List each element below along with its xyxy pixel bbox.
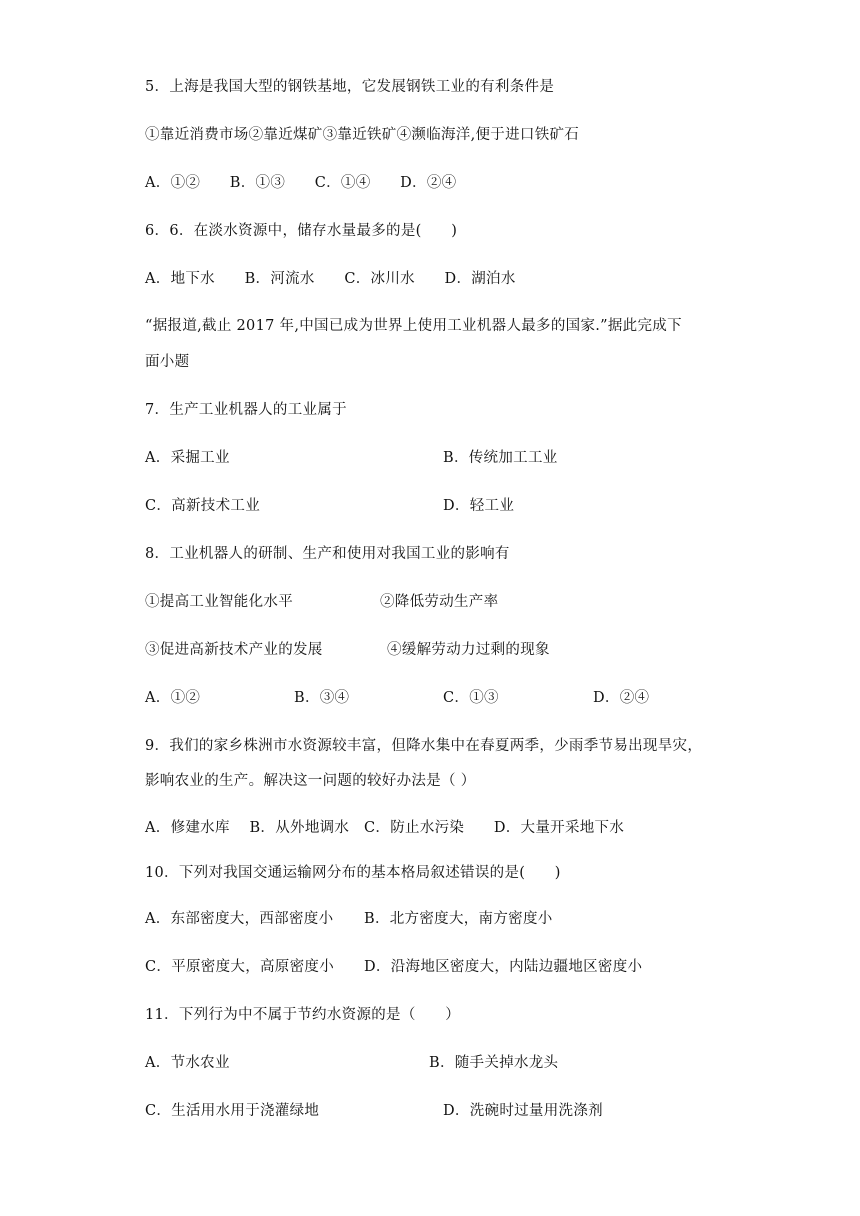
q7-option-b: B．传统加工工业 — [443, 450, 558, 466]
q9-stem-line-1: 9．我们的家乡株洲市水资源较丰富，但降水集中在春夏两季，少雨季节易出现旱灾， — [145, 738, 703, 754]
q11-stem: 11．下列行为中不属于节约水资源的是（ ） — [145, 1007, 461, 1023]
q10-option-d: D．沿海地区密度大，内陆边疆地区密度小 — [364, 959, 643, 975]
q10-stem: 10．下列对我国交通运输网分布的基本格局叙述错误的是( ) — [145, 865, 561, 881]
q5-conditions: ①靠近消费市场②靠近煤矿③靠近铁矿④濒临海洋,便于进口铁矿石 — [145, 127, 580, 143]
q8-option-d: D．②④ — [593, 690, 650, 706]
q5-stem: 5．上海是我国大型的钢铁基地，它发展钢铁工业的有利条件是 — [145, 79, 555, 95]
q8-option-a: A．①② — [145, 690, 201, 706]
q11-option-a: A．节水农业 — [145, 1055, 230, 1071]
q8-item-4: ④缓解劳动力过剩的现象 — [387, 642, 550, 658]
q10-option-c: C．平原密度大，高原密度小 — [145, 959, 334, 975]
q8-item-3: ③促进高新技术产业的发展 — [145, 642, 323, 658]
q7-option-d: D．轻工业 — [443, 498, 515, 514]
q10-option-b: B．北方密度大，南方密度小 — [364, 911, 553, 927]
q8-option-b: B．③④ — [294, 690, 350, 706]
q8-option-c: C．①③ — [443, 690, 499, 706]
q8-item-2: ②降低劳动生产率 — [380, 594, 499, 610]
q7-stem: 7．生产工业机器人的工业属于 — [145, 402, 347, 418]
q5-options: A．①② B．①③ C．①④ D．②④ — [145, 175, 457, 191]
passage-line-2: 面小题 — [145, 354, 190, 370]
passage-line-1: “据报道,截止 2017 年,中国已成为世界上使用工业机器人最多的国家.”据此完成下 — [145, 318, 682, 334]
q6-options: A．地下水 B．河流水 C．冰川水 D．湖泊水 — [145, 271, 516, 287]
q11-option-b: B．随手关掉水龙头 — [429, 1055, 559, 1071]
q10-option-a: A．东部密度大，西部密度小 — [145, 911, 334, 927]
q11-option-d: D．洗碗时过量用洗涤剂 — [443, 1103, 603, 1119]
q11-option-c: C．生活用水用于浇灌绿地 — [145, 1103, 320, 1119]
q7-option-c: C．高新技术工业 — [145, 498, 260, 514]
q6-stem: 6．6．在淡水资源中，储存水量最多的是( ) — [145, 223, 458, 239]
q9-stem-line-2: 影响农业的生产。解决这一问题的较好办法是（ ） — [145, 773, 476, 789]
q9-options: A．修建水库 B．从外地调水 C．防止水污染 D．大量开采地下水 — [145, 820, 625, 836]
q8-item-1: ①提高工业智能化水平 — [145, 594, 293, 610]
q7-option-a: A．采掘工业 — [145, 450, 230, 466]
q8-stem: 8．工业机器人的研制、生产和使用对我国工业的影响有 — [145, 546, 510, 562]
